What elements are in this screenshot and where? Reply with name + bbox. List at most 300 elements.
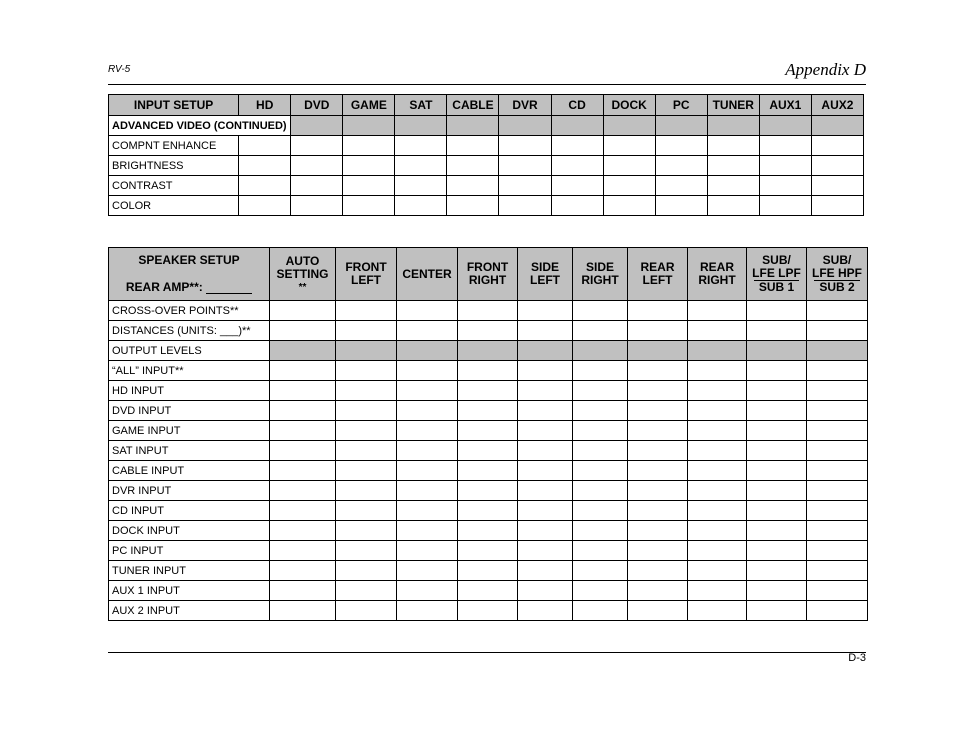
speaker-column-header: [270, 248, 336, 301]
header-line: SETTING: [276, 266, 329, 281]
entry-cell[interactable]: [518, 381, 573, 401]
row-label: AUX 2 INPUT: [109, 601, 270, 621]
table-row: [109, 401, 868, 421]
entry-cell[interactable]: [747, 321, 807, 341]
entry-cell[interactable]: [628, 541, 688, 561]
row-label: PC INPUT: [109, 541, 270, 561]
shaded-cell: [655, 116, 707, 136]
speaker-setup-header-row: [109, 248, 868, 301]
entry-cell[interactable]: [688, 361, 747, 381]
entry-cell[interactable]: [807, 501, 868, 521]
input-column-header: HD: [239, 95, 291, 116]
entry-cell[interactable]: [747, 421, 807, 441]
speaker-setup-table: [108, 247, 868, 621]
entry-cell[interactable]: [628, 321, 688, 341]
entry-cell[interactable]: [518, 501, 573, 521]
entry-cell[interactable]: [807, 441, 868, 461]
entry-cell[interactable]: [573, 481, 628, 501]
entry-cell[interactable]: [688, 381, 747, 401]
entry-cell[interactable]: [747, 561, 807, 581]
entry-cell[interactable]: [747, 381, 807, 401]
input-column-header: AUX1: [759, 95, 811, 116]
entry-cell[interactable]: [747, 521, 807, 541]
table-row: [109, 341, 868, 361]
entry-cell[interactable]: [518, 321, 573, 341]
entry-cell[interactable]: [397, 401, 458, 421]
entry-cell[interactable]: [397, 421, 458, 441]
entry-cell[interactable]: [807, 461, 868, 481]
entry-cell[interactable]: [628, 381, 688, 401]
entry-cell[interactable]: [291, 156, 343, 176]
entry-cell[interactable]: [628, 301, 688, 321]
shaded-cell: [707, 116, 759, 136]
row-label: DVD INPUT: [109, 401, 270, 421]
shaded-cell: [343, 116, 395, 136]
header-line: REAR: [699, 260, 734, 274]
speaker-column-header: [688, 248, 747, 301]
entry-cell[interactable]: [811, 136, 863, 156]
entry-cell[interactable]: [397, 301, 458, 321]
table-row: [109, 176, 864, 196]
row-label: BRIGHTNESS: [109, 156, 239, 176]
entry-cell[interactable]: [336, 301, 397, 321]
entry-cell[interactable]: [573, 381, 628, 401]
input-column-header: CABLE: [447, 95, 499, 116]
entry-cell[interactable]: [688, 561, 747, 581]
entry-cell[interactable]: [458, 561, 518, 581]
entry-cell[interactable]: [628, 481, 688, 501]
entry-cell[interactable]: [343, 136, 395, 156]
entry-cell[interactable]: [458, 401, 518, 421]
entry-cell[interactable]: [573, 581, 628, 601]
entry-cell[interactable]: [270, 401, 336, 421]
entry-cell[interactable]: [807, 601, 868, 621]
entry-cell[interactable]: [397, 541, 458, 561]
entry-cell[interactable]: [239, 136, 291, 156]
input-column-header: DVR: [499, 95, 551, 116]
entry-cell[interactable]: [343, 156, 395, 176]
entry-cell[interactable]: [807, 301, 868, 321]
entry-cell[interactable]: [688, 501, 747, 521]
entry-cell[interactable]: [688, 581, 747, 601]
entry-cell[interactable]: [458, 601, 518, 621]
entry-cell[interactable]: [628, 421, 688, 441]
entry-cell[interactable]: [518, 561, 573, 581]
entry-cell[interactable]: [336, 581, 397, 601]
doc-code: RV-5: [108, 64, 131, 75]
entry-cell[interactable]: [336, 321, 397, 341]
table-row: [109, 581, 868, 601]
header-line: SUB 1: [754, 280, 799, 294]
entry-cell[interactable]: [458, 381, 518, 401]
table-row: [109, 381, 868, 401]
table-row: [109, 521, 868, 541]
entry-cell[interactable]: [573, 561, 628, 581]
entry-cell[interactable]: [688, 601, 747, 621]
entry-cell[interactable]: [447, 176, 499, 196]
entry-cell[interactable]: [747, 401, 807, 421]
entry-cell[interactable]: [603, 156, 655, 176]
entry-cell[interactable]: [807, 401, 868, 421]
entry-cell[interactable]: [807, 421, 868, 441]
entry-cell[interactable]: [458, 581, 518, 601]
entry-cell[interactable]: [499, 176, 551, 196]
input-column-header: TUNER: [707, 95, 759, 116]
speaker-column-header: [397, 248, 458, 301]
table-row: [109, 196, 864, 216]
shaded-cell: [397, 341, 458, 361]
shaded-cell: [747, 341, 807, 361]
entry-cell[interactable]: [458, 301, 518, 321]
entry-cell[interactable]: [336, 481, 397, 501]
table-row: [109, 321, 868, 341]
entry-cell[interactable]: [458, 461, 518, 481]
section-label: ADVANCED VIDEO (CONTINUED): [109, 116, 291, 136]
entry-cell[interactable]: [688, 541, 747, 561]
entry-cell[interactable]: [270, 601, 336, 621]
header-line: **: [298, 281, 307, 293]
shaded-cell: [811, 116, 863, 136]
footer-rule: [108, 652, 866, 653]
entry-cell[interactable]: [807, 481, 868, 501]
row-label: “ALL” INPUT**: [109, 361, 270, 381]
header-line: LFE HPF: [812, 266, 862, 280]
shaded-cell: [499, 116, 551, 136]
entry-cell[interactable]: [336, 461, 397, 481]
entry-cell[interactable]: [499, 136, 551, 156]
shaded-cell: [807, 341, 868, 361]
entry-cell[interactable]: [270, 321, 336, 341]
entry-cell[interactable]: [336, 381, 397, 401]
row-label: CONTRAST: [109, 176, 239, 196]
entry-cell[interactable]: [807, 321, 868, 341]
entry-cell[interactable]: [397, 561, 458, 581]
shaded-cell: [270, 341, 336, 361]
entry-cell[interactable]: [551, 156, 603, 176]
table-row: [109, 301, 868, 321]
entry-cell[interactable]: [573, 501, 628, 521]
entry-cell[interactable]: [270, 481, 336, 501]
speaker-column-header: [628, 248, 688, 301]
entry-cell[interactable]: [807, 581, 868, 601]
entry-cell[interactable]: [551, 176, 603, 196]
entry-cell[interactable]: [270, 541, 336, 561]
entry-cell[interactable]: [447, 136, 499, 156]
entry-cell[interactable]: [291, 196, 343, 216]
entry-cell[interactable]: [458, 501, 518, 521]
entry-cell[interactable]: [707, 196, 759, 216]
entry-cell[interactable]: [688, 481, 747, 501]
entry-cell[interactable]: [807, 361, 868, 381]
entry-cell[interactable]: [747, 501, 807, 521]
entry-cell[interactable]: [270, 581, 336, 601]
entry-cell[interactable]: [747, 301, 807, 321]
speaker-column-header: [747, 248, 807, 301]
entry-cell[interactable]: [573, 401, 628, 421]
entry-cell[interactable]: [573, 601, 628, 621]
entry-cell[interactable]: [655, 156, 707, 176]
entry-cell[interactable]: [397, 601, 458, 621]
entry-cell[interactable]: [239, 156, 291, 176]
entry-cell[interactable]: [336, 421, 397, 441]
table-row: [109, 441, 868, 461]
entry-cell[interactable]: [573, 361, 628, 381]
entry-cell[interactable]: [397, 321, 458, 341]
entry-cell[interactable]: [518, 541, 573, 561]
entry-cell[interactable]: [759, 196, 811, 216]
entry-cell[interactable]: [499, 156, 551, 176]
entry-cell[interactable]: [628, 501, 688, 521]
header-line: SUB/: [822, 253, 852, 267]
entry-cell[interactable]: [747, 601, 807, 621]
entry-cell[interactable]: [447, 196, 499, 216]
entry-cell[interactable]: [270, 561, 336, 581]
table-row: [109, 481, 868, 501]
entry-cell[interactable]: [628, 401, 688, 421]
entry-cell[interactable]: [518, 361, 573, 381]
input-column-header: SAT: [395, 95, 447, 116]
entry-cell[interactable]: [270, 521, 336, 541]
entry-cell[interactable]: [628, 361, 688, 381]
entry-cell[interactable]: [270, 421, 336, 441]
entry-cell[interactable]: [747, 361, 807, 381]
entry-cell[interactable]: [807, 521, 868, 541]
input-setup-header-row: [109, 95, 864, 116]
section-row: [109, 116, 864, 136]
entry-cell[interactable]: [397, 361, 458, 381]
entry-cell[interactable]: [397, 441, 458, 461]
row-label: OUTPUT LEVELS: [109, 341, 270, 361]
entry-cell[interactable]: [707, 156, 759, 176]
table-row: [109, 541, 868, 561]
entry-cell[interactable]: [628, 561, 688, 581]
input-column-header: DOCK: [603, 95, 655, 116]
entry-cell[interactable]: [628, 581, 688, 601]
entry-cell[interactable]: [573, 461, 628, 481]
input-setup-heading: INPUT SETUP: [109, 95, 239, 116]
shaded-cell: [291, 116, 343, 136]
entry-cell[interactable]: [688, 421, 747, 441]
header-line: FRONT: [466, 260, 509, 274]
entry-cell[interactable]: [343, 176, 395, 196]
entry-cell[interactable]: [336, 561, 397, 581]
entry-cell[interactable]: [458, 361, 518, 381]
input-setup-table: [108, 94, 864, 216]
entry-cell[interactable]: [688, 521, 747, 541]
rear-amp-label: REAR AMP**:: [125, 280, 203, 294]
entry-cell[interactable]: [573, 521, 628, 541]
entry-cell[interactable]: [447, 156, 499, 176]
entry-cell[interactable]: [573, 321, 628, 341]
entry-cell[interactable]: [270, 501, 336, 521]
row-label: HD INPUT: [109, 381, 270, 401]
row-label: SAT INPUT: [109, 441, 270, 461]
shaded-cell: [447, 116, 499, 136]
entry-cell[interactable]: [759, 176, 811, 196]
entry-cell[interactable]: [336, 521, 397, 541]
entry-cell[interactable]: [551, 136, 603, 156]
entry-cell[interactable]: [707, 136, 759, 156]
entry-cell[interactable]: [688, 441, 747, 461]
entry-cell[interactable]: [573, 541, 628, 561]
header-line: LEFT: [530, 273, 560, 287]
entry-cell[interactable]: [291, 176, 343, 196]
table-row: [109, 421, 868, 441]
input-column-header: PC: [655, 95, 707, 116]
speaker-setup-heading: SPEAKER SETUP REAR AMP**:: [109, 248, 270, 301]
entry-cell[interactable]: [239, 196, 291, 216]
entry-cell[interactable]: [270, 361, 336, 381]
table-row: [109, 361, 868, 381]
input-column-header: DVD: [291, 95, 343, 116]
entry-cell[interactable]: [518, 481, 573, 501]
entry-cell[interactable]: [336, 601, 397, 621]
row-label: CD INPUT: [109, 501, 270, 521]
row-label: DVR INPUT: [109, 481, 270, 501]
speaker-column-header: [807, 248, 868, 301]
entry-cell[interactable]: [291, 136, 343, 156]
entry-cell[interactable]: [458, 541, 518, 561]
header-line: RIGHT: [581, 273, 619, 287]
entry-cell[interactable]: [458, 441, 518, 461]
entry-cell[interactable]: [655, 176, 707, 196]
entry-cell[interactable]: [397, 381, 458, 401]
entry-cell[interactable]: [807, 381, 868, 401]
entry-cell[interactable]: [747, 481, 807, 501]
row-label: DISTANCES (UNITS: ___)**: [109, 321, 270, 341]
header-line: SIDE: [585, 260, 614, 274]
shaded-cell: [603, 116, 655, 136]
entry-cell[interactable]: [336, 541, 397, 561]
entry-cell[interactable]: [655, 136, 707, 156]
entry-cell[interactable]: [397, 481, 458, 501]
shaded-cell: [518, 341, 573, 361]
entry-cell[interactable]: [688, 321, 747, 341]
entry-cell[interactable]: [397, 581, 458, 601]
entry-cell[interactable]: [628, 521, 688, 541]
entry-cell[interactable]: [807, 541, 868, 561]
entry-cell[interactable]: [603, 196, 655, 216]
header-line: SUB/: [762, 253, 791, 267]
entry-cell[interactable]: [270, 441, 336, 461]
speaker-column-header: [518, 248, 573, 301]
entry-cell[interactable]: [688, 401, 747, 421]
entry-cell[interactable]: [811, 156, 863, 176]
input-column-header: CD: [551, 95, 603, 116]
entry-cell[interactable]: [395, 136, 447, 156]
entry-cell[interactable]: [518, 581, 573, 601]
table-row: [109, 561, 868, 581]
entry-cell[interactable]: [270, 461, 336, 481]
entry-cell[interactable]: [518, 301, 573, 321]
entry-cell[interactable]: [499, 196, 551, 216]
row-label: COLOR: [109, 196, 239, 216]
row-label: GAME INPUT: [109, 421, 270, 441]
table-row: [109, 601, 868, 621]
entry-cell[interactable]: [628, 461, 688, 481]
entry-cell[interactable]: [343, 196, 395, 216]
row-label: DOCK INPUT: [109, 521, 270, 541]
entry-cell[interactable]: [518, 601, 573, 621]
header-rule: [108, 84, 866, 85]
entry-cell[interactable]: [336, 501, 397, 521]
entry-cell[interactable]: [395, 156, 447, 176]
entry-cell[interactable]: [395, 196, 447, 216]
entry-cell[interactable]: [518, 521, 573, 541]
shaded-cell: [573, 341, 628, 361]
entry-cell[interactable]: [759, 136, 811, 156]
entry-cell[interactable]: [458, 481, 518, 501]
entry-cell[interactable]: [395, 176, 447, 196]
shaded-cell: [395, 116, 447, 136]
entry-cell[interactable]: [239, 176, 291, 196]
row-label: CROSS-OVER POINTS**: [109, 301, 270, 321]
entry-cell[interactable]: [688, 461, 747, 481]
speaker-column-header: [458, 248, 518, 301]
rear-amp-blank: [206, 283, 252, 294]
input-column-header: GAME: [343, 95, 395, 116]
row-label: COMPNT ENHANCE: [109, 136, 239, 156]
entry-cell[interactable]: [811, 196, 863, 216]
entry-cell[interactable]: [551, 196, 603, 216]
entry-cell[interactable]: [518, 461, 573, 481]
header-line: FRONT: [345, 260, 387, 274]
entry-cell[interactable]: [518, 401, 573, 421]
entry-cell[interactable]: [458, 321, 518, 341]
entry-cell[interactable]: [747, 441, 807, 461]
shaded-cell: [628, 341, 688, 361]
entry-cell[interactable]: [458, 421, 518, 441]
entry-cell[interactable]: [747, 541, 807, 561]
shaded-cell: [688, 341, 747, 361]
entry-cell[interactable]: [811, 176, 863, 196]
entry-cell[interactable]: [336, 441, 397, 461]
entry-cell[interactable]: [807, 561, 868, 581]
entry-cell[interactable]: [628, 601, 688, 621]
entry-cell[interactable]: [518, 421, 573, 441]
entry-cell[interactable]: [397, 461, 458, 481]
header-line: SIDE: [530, 260, 559, 274]
entry-cell[interactable]: [747, 581, 807, 601]
entry-cell[interactable]: [707, 176, 759, 196]
header-line: RIGHT: [698, 273, 736, 287]
entry-cell[interactable]: [747, 461, 807, 481]
entry-cell[interactable]: [397, 521, 458, 541]
entry-cell[interactable]: [688, 301, 747, 321]
entry-cell[interactable]: [573, 301, 628, 321]
entry-cell[interactable]: [458, 521, 518, 541]
entry-cell[interactable]: [270, 301, 336, 321]
entry-cell[interactable]: [573, 421, 628, 441]
entry-cell[interactable]: [518, 441, 573, 461]
entry-cell[interactable]: [628, 441, 688, 461]
entry-cell[interactable]: [603, 136, 655, 156]
row-label: AUX 1 INPUT: [109, 581, 270, 601]
entry-cell[interactable]: [336, 401, 397, 421]
entry-cell[interactable]: [655, 196, 707, 216]
entry-cell[interactable]: [270, 381, 336, 401]
header-line: CENTER: [402, 266, 452, 281]
entry-cell[interactable]: [759, 156, 811, 176]
header-line: LEFT: [351, 273, 381, 287]
entry-cell[interactable]: [336, 361, 397, 381]
entry-cell[interactable]: [603, 176, 655, 196]
input-column-header: AUX2: [811, 95, 863, 116]
row-label: TUNER INPUT: [109, 561, 270, 581]
table-row: [109, 136, 864, 156]
entry-cell[interactable]: [573, 441, 628, 461]
entry-cell[interactable]: [397, 501, 458, 521]
